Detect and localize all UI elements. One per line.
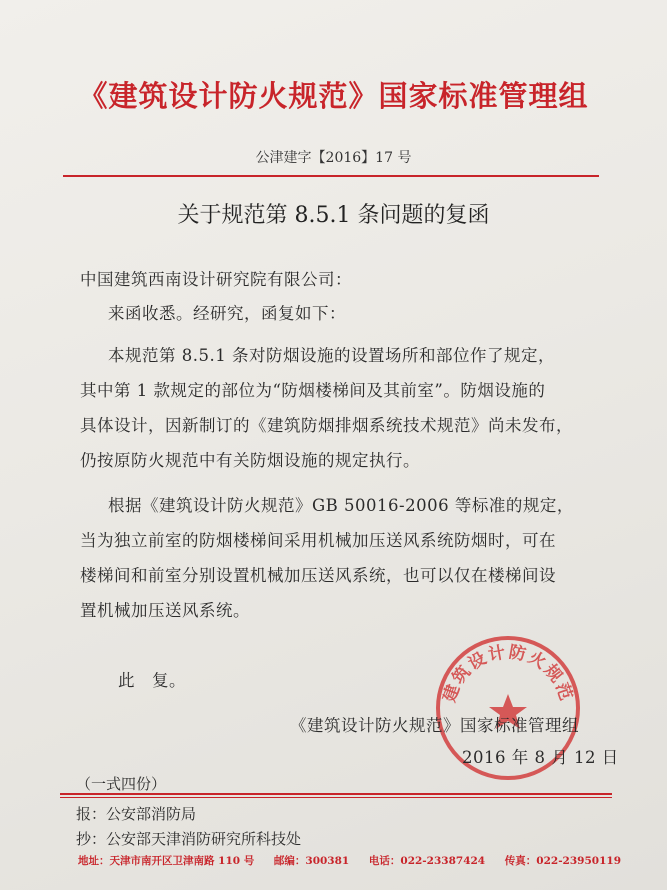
- signature-date: 2016 年 8 月 12 日: [462, 748, 619, 767]
- footer-contact: [78, 853, 637, 868]
- paragraph-2-line-2: 其中第 1 款规定的部位为“防烟楼梯间及其前室”。防烟设施的: [80, 381, 546, 400]
- carbon-copy: 抄：公安部天津消防研究所科技处: [76, 830, 302, 848]
- document-number: 公津建字【2016】17 号: [255, 150, 412, 166]
- paragraph-1: 来函收悉。经研究，函复如下：: [108, 304, 346, 323]
- report-to: 报：公安部消防局: [76, 805, 197, 823]
- paragraph-3-line-3: 楼梯间和前室分别设置机械加压送风系统，也可以仅在楼梯间设: [80, 566, 556, 585]
- letter-subject: 关于规范第 8.5.1 条问题的复函: [177, 203, 490, 228]
- paragraph-3-line-2: 当为独立前室的防烟楼梯间采用机械加压送风系统防烟时，可在: [80, 531, 556, 550]
- closing: 此 复。: [118, 671, 186, 690]
- footer-phone: 电话：022-23387424: [368, 855, 486, 867]
- footer-fax: 传真：022-23950119: [504, 855, 622, 867]
- paragraph-2-line-4: 仍按原防火规范中有关防烟设施的规定执行。: [80, 451, 420, 470]
- paragraph-3-line-4: 置机械加压送风系统。: [80, 601, 250, 620]
- letterhead-rule: [63, 175, 599, 177]
- letterhead-title: 《建筑设计防火规范》国家标准管理组: [78, 79, 589, 113]
- footer-postcode: 邮编：300381: [273, 855, 350, 867]
- signature-organization: 《建筑设计防火规范》国家标准管理组: [290, 716, 579, 735]
- distribution-rule-thin: [60, 797, 612, 798]
- paragraph-2-line-3: 具体设计，因新制订的《建筑防烟排烟系统技术规范》尚未发布，: [80, 416, 573, 435]
- footer-address: 地址：天津市南开区卫津南路 110 号: [78, 855, 255, 867]
- distribution-rule: [60, 793, 612, 795]
- paragraph-3-line-1: 根据《建筑设计防火规范》GB 50016-2006 等标准的规定，: [108, 496, 574, 515]
- paragraph-2-line-1: 本规范第 8.5.1 条对防烟设施的设置场所和部位作了规定，: [108, 346, 555, 365]
- seal-text: 建筑设计防火规范: [439, 642, 577, 705]
- addressee: 中国建筑西南设计研究院有限公司：: [80, 270, 352, 289]
- copies-note: （一式四份）: [76, 775, 167, 793]
